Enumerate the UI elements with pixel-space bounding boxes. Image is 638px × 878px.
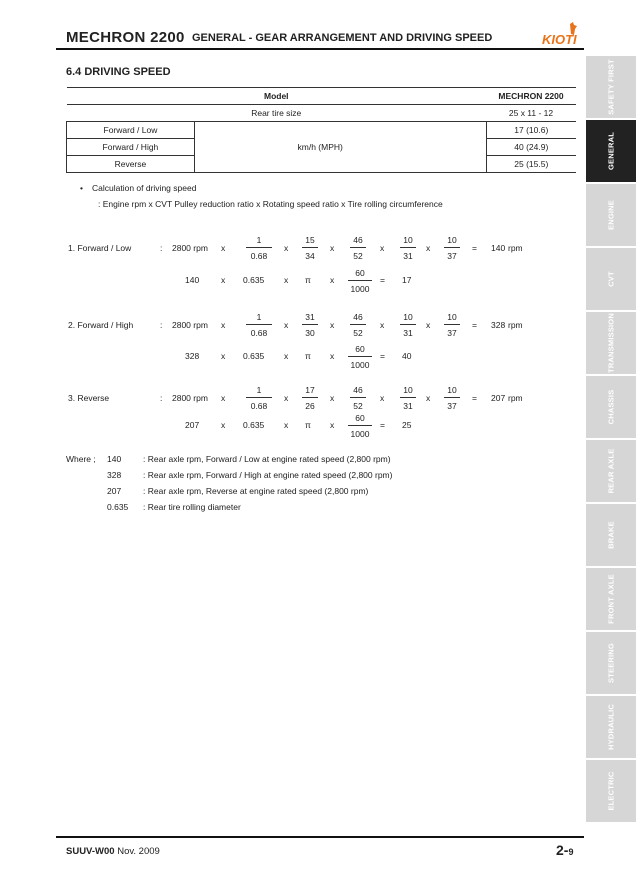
tab-rear-axle[interactable]: REAR AXLE: [586, 440, 636, 503]
equals-op: =: [472, 320, 477, 330]
tire-size-value: 25 x 11 - 12: [486, 105, 576, 122]
header-model: MECHRON 2200: [66, 29, 185, 46]
equals-op: =: [380, 420, 385, 430]
case-label: 2. Forward / High: [68, 320, 134, 330]
tab-chassis[interactable]: CHASSIS: [586, 376, 636, 439]
doc-date: Nov. 2009: [117, 846, 160, 857]
logo-text: KIOTI: [542, 32, 577, 47]
equals-op: =: [380, 351, 385, 361]
colon: :: [160, 393, 163, 403]
axle-rpm: 207: [185, 420, 200, 430]
rpm-unit: rpm: [508, 393, 523, 403]
unit-conversion: $\frac{60}{1000}$: [348, 344, 372, 370]
equals-op: =: [472, 243, 477, 253]
speed-result: 25: [402, 420, 412, 430]
where-key: 207: [107, 486, 122, 496]
rpm-unit: rpm: [508, 320, 523, 330]
rpm-unit: rpm: [508, 243, 523, 253]
times-op: x: [221, 275, 226, 285]
where-key: 140: [107, 454, 122, 464]
tire-diameter: 0.635: [243, 351, 265, 361]
axle-rpm: 140: [185, 275, 200, 285]
gear-ratio: $\frac{31}{30}$: [302, 312, 318, 338]
gear-ratio: $\frac{15}{34}$: [302, 235, 318, 261]
footer-doc: [66, 846, 160, 857]
times-op: x: [330, 243, 335, 253]
tire-size-label: Rear tire size: [67, 105, 487, 122]
page-number: 2-9: [556, 842, 574, 858]
axle-rpm-result: 328: [491, 320, 506, 330]
tab-general[interactable]: GENERAL: [586, 120, 636, 183]
pulley-ratio: $\frac{1}{0.68}$: [246, 312, 272, 338]
row-label: Forward / Low: [67, 122, 195, 139]
tire-diameter: 0.635: [243, 275, 265, 285]
tab-electric[interactable]: ELECTRIC: [586, 760, 636, 823]
tab-brake[interactable]: BRAKE: [586, 504, 636, 567]
tab-engine[interactable]: ENGINE: [586, 184, 636, 247]
gear-ratio: $\frac{10}{31}$: [400, 312, 416, 338]
equals-op: =: [472, 393, 477, 403]
times-op: x: [330, 393, 335, 403]
pi-symbol: π: [305, 420, 311, 430]
times-op: x: [330, 275, 335, 285]
case-label: 3. Reverse: [68, 393, 110, 403]
kioti-logo: [540, 22, 582, 48]
row-value: 25 (15.5): [486, 156, 576, 173]
gear-ratio: $\frac{46}{52}$: [350, 235, 366, 261]
axle-rpm-result: 207: [491, 393, 506, 403]
where-desc: : Rear axle rpm, Forward / High at engine rated speed (2,800 rpm): [143, 470, 393, 480]
engine-rpm: 2800 rpm: [172, 320, 208, 330]
speed-result: 40: [402, 351, 412, 361]
times-op: x: [380, 243, 385, 253]
where-desc: : Rear axle rpm, Forward / Low at engine rated speed (2,800 rpm): [143, 454, 391, 464]
where-key: 328: [107, 470, 122, 480]
section-title: 6.4 DRIVING SPEED: [66, 66, 171, 78]
row-label: Reverse: [67, 156, 195, 173]
colon: :: [160, 320, 163, 330]
times-op: x: [330, 320, 335, 330]
tire-diameter: 0.635: [243, 420, 265, 430]
times-op: x: [380, 393, 385, 403]
times-op: x: [221, 420, 226, 430]
row-value: 17 (10.6): [486, 122, 576, 139]
times-op: x: [426, 320, 431, 330]
where-prefix: Where ;: [66, 454, 96, 464]
where-desc: : Rear axle rpm, Reverse at engine rated speed (2,800 rpm): [143, 486, 369, 496]
equals-op: =: [380, 275, 385, 285]
times-op: x: [426, 243, 431, 253]
times-op: x: [221, 393, 226, 403]
header-title: GENERAL - GEAR ARRANGEMENT AND DRIVING SPEED: [192, 32, 493, 44]
pulley-ratio: $\frac{1}{0.68}$: [246, 385, 272, 411]
times-op: x: [221, 351, 226, 361]
times-op: x: [221, 320, 226, 330]
tab-front-axle[interactable]: FRONT AXLE: [586, 568, 636, 631]
where-desc: : Rear tire rolling diameter: [143, 502, 241, 512]
tab-cvt[interactable]: CVT: [586, 248, 636, 311]
row-value: 40 (24.9): [486, 139, 576, 156]
gear-ratio: $\frac{46}{52}$: [350, 312, 366, 338]
header-rule: [56, 48, 584, 50]
calc-heading: Calculation of driving speed: [92, 183, 197, 193]
footer-rule: [56, 836, 584, 838]
tab-safety-first[interactable]: SAFETY FIRST: [586, 56, 636, 119]
case-label: 1. Forward / Low: [68, 243, 132, 253]
times-op: x: [221, 243, 226, 253]
pulley-ratio: $\frac{1}{0.68}$: [246, 235, 272, 261]
gear-ratio: $\frac{10}{31}$: [400, 235, 416, 261]
gear-ratio: $\frac{10}{37}$: [444, 385, 460, 411]
pi-symbol: π: [305, 275, 311, 285]
gear-ratio: $\frac{46}{52}$: [350, 385, 366, 411]
axle-rpm-result: 140: [491, 243, 506, 253]
speed-result: 17: [402, 275, 412, 285]
times-op: x: [284, 393, 289, 403]
axle-rpm: 328: [185, 351, 200, 361]
table-header-model: Model: [67, 88, 487, 105]
colon: :: [160, 243, 163, 253]
calc-bullet: •: [80, 183, 83, 193]
table-header-value: MECHRON 2200: [486, 88, 576, 105]
gear-ratio: $\frac{10}{37}$: [444, 235, 460, 261]
doc-code: SUUV-W00: [66, 846, 115, 857]
tab-steering[interactable]: STEERING: [586, 632, 636, 695]
times-op: x: [284, 420, 289, 430]
times-op: x: [330, 420, 335, 430]
calc-formula: : Engine rpm x CVT Pulley reduction ratio x Rotating speed ratio x Tire rolling circumference: [98, 199, 443, 209]
driving-speed-table: [66, 87, 576, 173]
tab-hydraulic[interactable]: HYDRAULIC: [586, 696, 636, 759]
gear-ratio: $\frac{17}{26}$: [302, 385, 318, 411]
gear-ratio: $\frac{10}{37}$: [444, 312, 460, 338]
pi-symbol: π: [305, 351, 311, 361]
gear-ratio: $\frac{10}{31}$: [400, 385, 416, 411]
times-op: x: [284, 243, 289, 253]
times-op: x: [426, 393, 431, 403]
tab-transmission[interactable]: TRANSMISSION: [586, 312, 636, 375]
times-op: x: [380, 320, 385, 330]
row-label: Forward / High: [67, 139, 195, 156]
times-op: x: [284, 275, 289, 285]
times-op: x: [330, 351, 335, 361]
speed-unit: km/h (MPH): [194, 122, 486, 173]
unit-conversion: $\frac{60}{1000}$: [348, 268, 372, 294]
where-key: 0.635: [107, 502, 129, 512]
engine-rpm: 2800 rpm: [172, 243, 208, 253]
times-op: x: [284, 320, 289, 330]
times-op: x: [284, 351, 289, 361]
engine-rpm: 2800 rpm: [172, 393, 208, 403]
unit-conversion: $\frac{60}{1000}$: [348, 413, 372, 439]
